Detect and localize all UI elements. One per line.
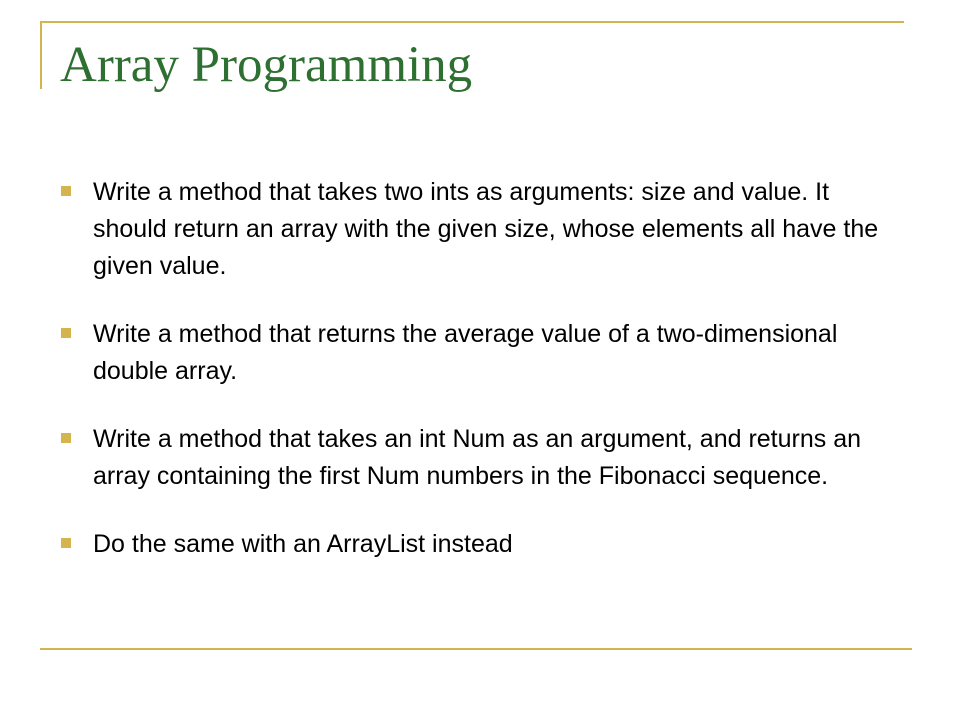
square-bullet-icon [61,328,71,338]
square-bullet-icon [61,186,71,196]
bullet-item [61,174,901,285]
bottom-border-line [40,648,912,650]
bullet-item [61,316,901,390]
square-bullet-icon [61,433,71,443]
top-border-line [40,21,904,23]
bullet-list [61,174,901,594]
bullet-text: Write a method that takes an int Num as an argument, and returns an array containing the first Num numbers in the Fibonacci sequence. [93,425,862,490]
bullet-item [61,526,901,563]
bullet-text: Do the same with an ArrayList instead [93,530,513,558]
slide-title: Array Programming [60,37,473,93]
bullet-text: Write a method that returns the average value of a two-dimensional double array. [93,320,838,385]
bullet-item [61,421,901,495]
bullet-text: Write a method that takes two ints as arguments: size and value. It should return an array with the given size, whose elements all have the given value. [93,178,879,280]
square-bullet-icon [61,538,71,548]
left-border-line [40,21,42,89]
